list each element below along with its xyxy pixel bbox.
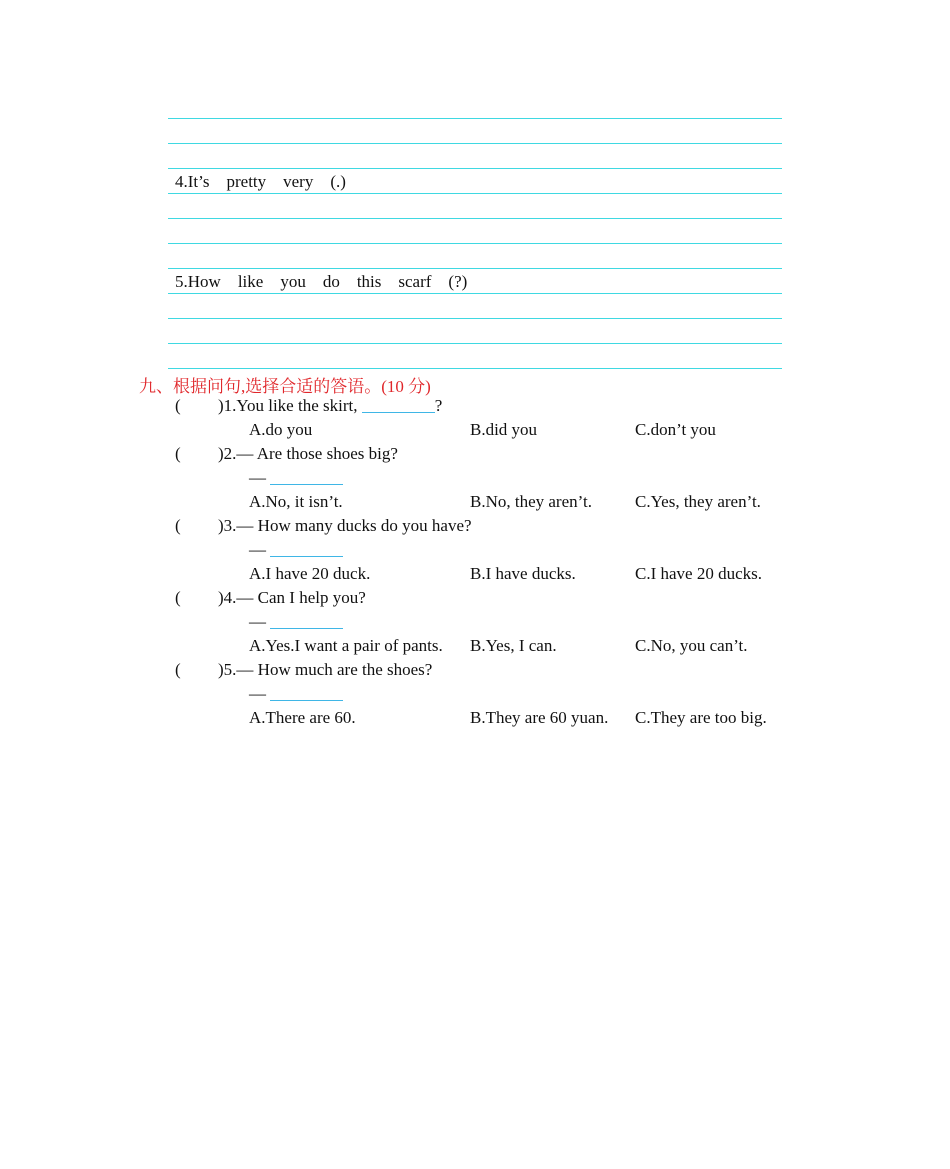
dash: — (249, 468, 266, 487)
option-b: B.did you (470, 420, 538, 439)
answer-dash-line (249, 540, 343, 560)
answer-paren[interactable]: ( (175, 516, 181, 535)
word: pretty (226, 172, 267, 191)
answer-dash-line (249, 684, 343, 704)
writing-rule (168, 318, 782, 319)
question-prompt: )1.You like the skirt, (218, 396, 358, 415)
word: this (356, 272, 382, 291)
answer-paren[interactable]: ( (175, 588, 181, 607)
writing-rule (168, 168, 782, 169)
word: like (237, 272, 264, 291)
writing-rule (168, 218, 782, 219)
word: you (280, 272, 306, 291)
dash: — (249, 612, 266, 631)
section-heading: 九、根据问句,选择合适的答语。(10 分) (139, 377, 431, 396)
answer-dash-line (249, 468, 343, 488)
option-c: C.don’t you (635, 420, 716, 439)
option-b: B.I have ducks. (470, 564, 576, 583)
word: (?) (448, 272, 468, 291)
word: scarf (398, 272, 432, 291)
option-b: B.They are 60 yuan. (470, 708, 609, 727)
word: 4.It’s (175, 172, 210, 191)
dash: — (249, 540, 266, 559)
option-a: A.do you (249, 420, 313, 439)
word: 5.How (175, 272, 221, 291)
writing-rule (168, 243, 782, 244)
option-b: B.No, they aren’t. (470, 492, 592, 511)
question-prompt: )2.— Are those shoes big? (218, 444, 398, 463)
option-c: C.They are too big. (635, 708, 767, 727)
answer-blank[interactable] (270, 684, 343, 701)
writing-rule (168, 368, 782, 369)
answer-blank[interactable] (270, 612, 343, 629)
word: (.) (330, 172, 346, 191)
dash: — (249, 684, 266, 703)
scrambled-sentence-5 (175, 272, 484, 292)
option-c: C.No, you can’t. (635, 636, 748, 655)
question-5 (175, 660, 432, 680)
answer-paren[interactable]: ( (175, 660, 181, 679)
question-3 (175, 516, 472, 536)
answer-blank[interactable] (270, 540, 343, 557)
writing-rule (168, 118, 782, 119)
word: very (283, 172, 314, 191)
answer-blank[interactable] (362, 396, 435, 413)
question-1 (175, 396, 442, 416)
option-c: C.I have 20 ducks. (635, 564, 763, 583)
writing-rule (168, 143, 782, 144)
writing-rule (168, 293, 782, 294)
answer-paren[interactable]: ( (175, 396, 181, 415)
question-prompt: )4.— Can I help you? (218, 588, 366, 607)
answer-paren[interactable]: ( (175, 444, 181, 463)
option-a: A.I have 20 duck. (249, 564, 371, 583)
question-2 (175, 444, 398, 464)
question-prompt: )5.— How much are the shoes? (218, 660, 433, 679)
question-prompt: )3.— How many ducks do you have? (218, 516, 472, 535)
word: do (322, 272, 340, 291)
option-a: A.There are 60. (249, 708, 356, 727)
scrambled-sentence-4 (175, 172, 363, 192)
writing-rule (168, 268, 782, 269)
writing-rule (168, 193, 782, 194)
answer-dash-line (249, 612, 343, 632)
option-a: A.Yes.I want a pair of pants. (249, 636, 443, 655)
answer-blank[interactable] (270, 468, 343, 485)
option-b: B.Yes, I can. (470, 636, 557, 655)
option-c: C.Yes, they aren’t. (635, 492, 761, 511)
question-4 (175, 588, 366, 608)
option-a: A.No, it isn’t. (249, 492, 343, 511)
question-suffix: ? (434, 396, 443, 415)
writing-rule (168, 343, 782, 344)
